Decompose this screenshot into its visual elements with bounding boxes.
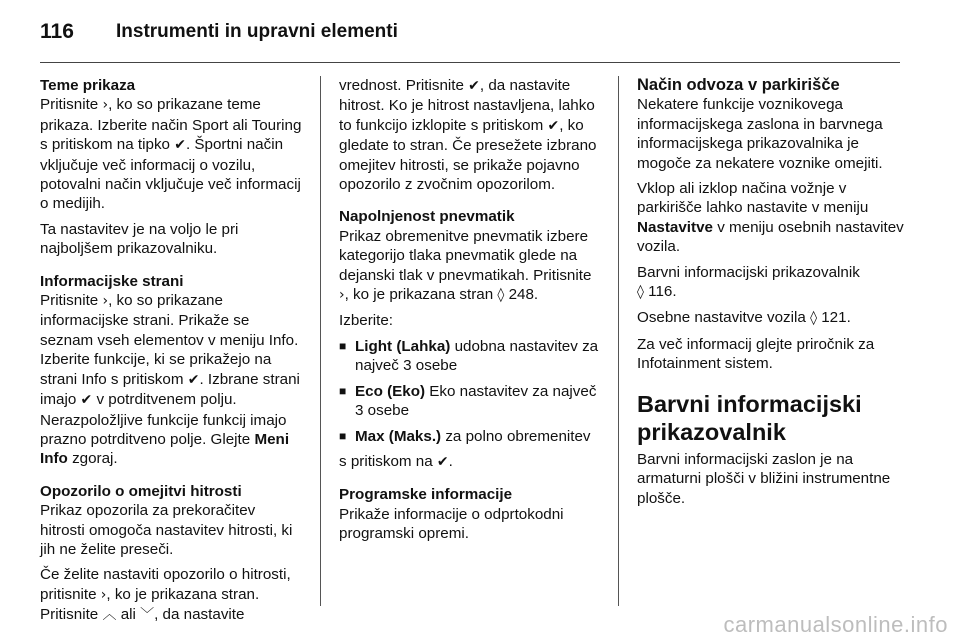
check-icon: ✔ — [436, 453, 449, 470]
section-title-color-info-display: Barvni informacijski prikazovalnik — [637, 390, 862, 445]
header-divider — [40, 62, 900, 63]
page-reference: 116 — [648, 283, 673, 301]
watermark: carmanualsonline.info — [723, 612, 948, 637]
section-title-info-pages: Informacijske strani — [40, 272, 184, 290]
page-reference-icon: ◊ — [810, 310, 817, 327]
section-title-tyre-load: Napolnjenost pnevmatik — [339, 208, 515, 226]
chevron-up-icon: ︿ — [102, 607, 117, 624]
paragraph: Nekatere funkcije voznikovega informacijskega zaslona in barvnega informacijskega prikazovalnika je mogoče za nekatere voznike omejiti. — [637, 96, 883, 172]
page-header — [40, 14, 398, 50]
page-reference-icon: ◊ — [637, 284, 644, 301]
paragraph: Pritisnite ›, ko so prikazane teme prikaza. Izberite način Sport ali Touring s pritiskom na tipko ✔. Športni način vključuje več informacij o vozilu, potovalni način vključuje več informacij o medijih. — [40, 96, 302, 213]
paragraph: Barvni informacijski zaslon je na armaturni plošči v bližini instrumentne plošče. — [637, 450, 891, 507]
page-number: 116 — [40, 20, 74, 43]
check-icon: ✔ — [187, 371, 200, 388]
column-divider-left — [320, 76, 321, 606]
paragraph: Za več informacij glejte priročnik za Infotainment sistem. — [637, 335, 875, 373]
bullet-icon: ■ — [339, 383, 347, 398]
paragraph: s pritiskom na ✔. — [339, 452, 453, 470]
paragraph: Pritisnite ›, ko so prikazane informacijske strani. Prikaže se seznam vseh elementov v meniju Info. Izberite funkcije, ki se prikažejo na strani Info s pritiskom ✔. Izbrane strani imajo ✔ v potrditvenem polju. Nerazpoložljive funkcije funkcij imajo prazno potrditveno polje. Glejte Meni Info zgoraj. — [40, 292, 300, 468]
section-title-display-themes: Teme prikaza — [40, 77, 136, 94]
paragraph: Barvni informacijski prikazovalnik ◊ 116. — [637, 263, 860, 301]
next-icon: › — [102, 97, 109, 114]
next-icon: › — [100, 586, 107, 603]
section-title-speed-warning: Opozorilo o omejitvi hitrosti — [40, 482, 242, 500]
page-reference: 121 — [821, 309, 847, 327]
paragraph: Osebne nastavitve vozila ◊ 121. — [637, 309, 851, 327]
paragraph: vrednost. Pritisnite ✔, da nastavite hitrost. Ko je hitrost nastavljena, lahko to funkcijo izklopite s pritiskom ✔, ko gledate to stran. Če presežete izbrano omejitev hitrosti, se prikaže pojavno opozorilo z zvočnim opozorilom. — [339, 77, 597, 194]
menu-reference: Meni Info — [40, 430, 290, 468]
page-reference-icon: ◊ — [497, 287, 505, 304]
option-list — [339, 337, 603, 446]
chevron-down-icon: ﹀ — [140, 607, 155, 624]
paragraph: Ta nastavitev je na voljo le pri najboljšem prikazovalniku. — [40, 220, 239, 258]
check-icon: ✔ — [468, 78, 480, 94]
column-divider-right — [618, 76, 619, 606]
section-title-valet-mode: Način odvoza v parkirišče — [637, 76, 840, 94]
paragraph: Vklop ali izklop načina vožnje v parkirišče lahko nastavite v meniju Nastavitve v meniju osebnih nastavitev vozila. — [637, 180, 904, 256]
column-2 — [339, 76, 603, 550]
paragraph: Izberite: — [339, 312, 394, 330]
menu-reference: Nastavitve — [637, 218, 713, 236]
column-3 — [637, 76, 905, 514]
paragraph: Prikaz opozorila za prekoračitev hitrosti omogoča nastavitev hitrosti, ki jih ne želite preseči. — [40, 502, 293, 558]
check-icon: ✔ — [547, 117, 560, 134]
check-icon: ✔ — [174, 137, 186, 154]
column-1 — [40, 76, 304, 632]
list-item: ■ Max (Maks.) za polno obremenitev — [339, 427, 591, 445]
page-title: Instrumenti in upravni elementi — [116, 21, 398, 42]
bullet-icon: ■ — [339, 428, 347, 443]
list-item: ■ Light (Lahka) udobna nastavitev za največ 3 osebe — [339, 337, 599, 375]
paragraph: Če želite nastaviti opozorilo o hitrosti, pritisnite ›, ko je prikazana stran. Pritisnite ︿ ali ﹀, da nastavite — [40, 566, 291, 624]
list-item: ■ Eco (Eko) Eko nastavitev za največ 3 osebe — [339, 382, 597, 420]
paragraph: Prikaže informacije o odprtokodni programski opremi. — [339, 505, 564, 543]
page-reference: 248 — [508, 286, 534, 304]
check-icon: ✔ — [80, 392, 93, 409]
section-title-software-info: Programske informacije — [339, 486, 513, 504]
next-icon: › — [102, 293, 109, 310]
next-icon: › — [339, 287, 345, 304]
bullet-icon: ■ — [339, 338, 347, 353]
paragraph: Prikaz obremenitve pnevmatik izbere kategorijo tlaka pnevmatik glede na dejanski tlak v pnevmatikah. Pritisnite ›, ko je prikazana stran ◊ 248. — [339, 227, 592, 304]
